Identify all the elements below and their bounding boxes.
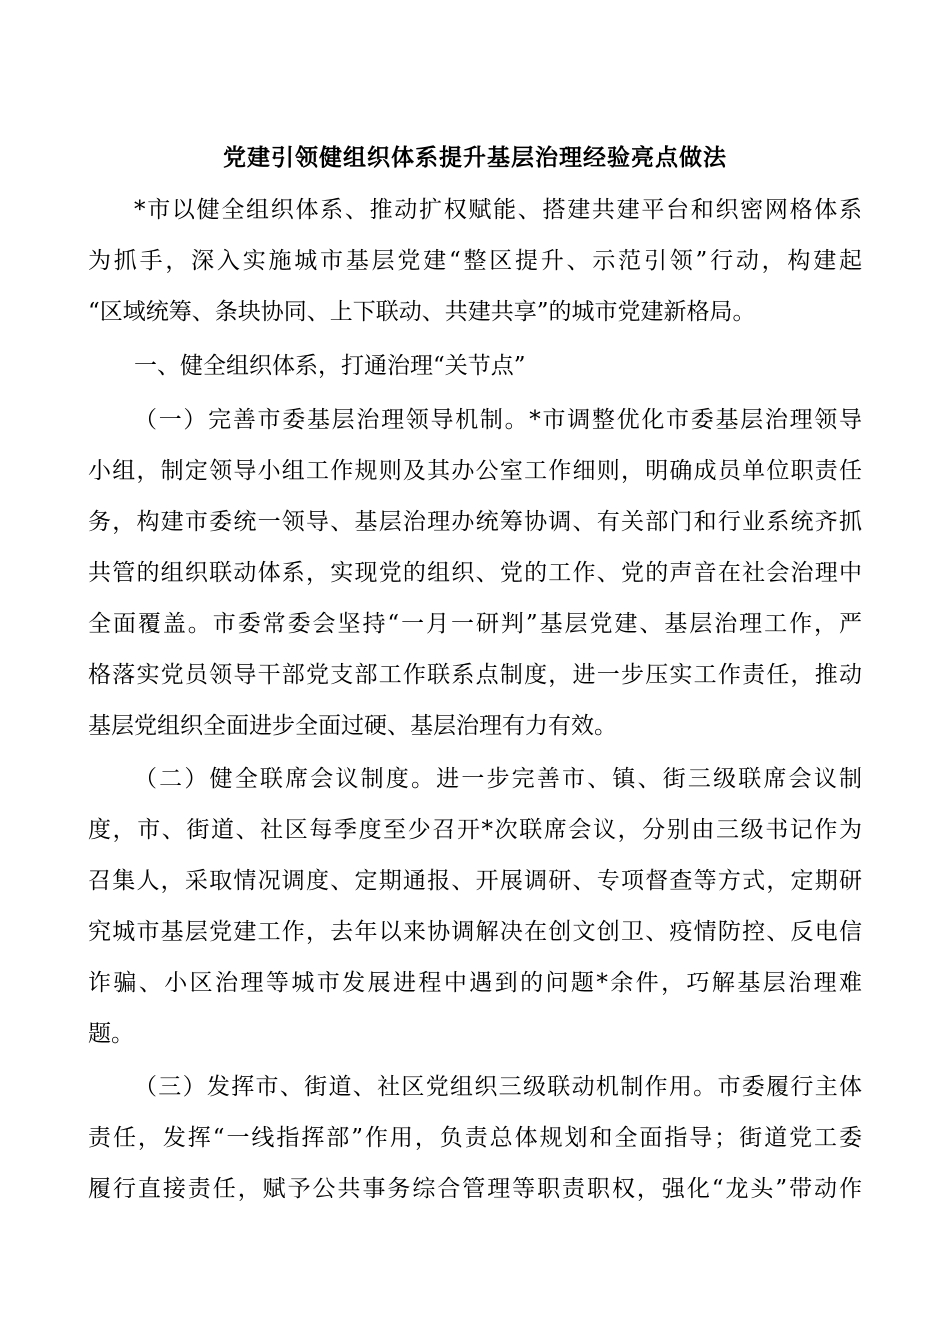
paragraph-line: 格落实党员领导干部党支部工作联系点制度，进一步压实工作责任，推动 <box>88 662 862 688</box>
paragraph-line: 履行直接责任，赋予公共事务综合管理等职责职权，强化“龙头”带动作 <box>88 1176 862 1202</box>
document-title: 党建引领健组织体系提升基层治理经验亮点做法 <box>223 144 727 171</box>
paragraph-line: 召集人，采取情况调度、定期通报、开展调研、专项督查等方式，定期研 <box>88 868 862 894</box>
section-heading: 一、健全组织体系，打通治理“关节点” <box>134 353 526 379</box>
paragraph-line: 度，市、街道、社区每季度至少召开*次联席会议，分别由三级书记作为 <box>88 817 862 843</box>
paragraph-line: （一）完善市委基层治理领导机制。*市调整优化市委基层治理领导 <box>134 407 862 433</box>
paragraph-line: “区域统筹、条块协同、上下联动、共建共享”的城市党建新格局。 <box>88 299 756 325</box>
paragraph-line: （三）发挥市、街道、社区党组织三级联动机制作用。市委履行主体 <box>134 1074 862 1100</box>
paragraph-line: 诈骗、小区治理等城市发展进程中遇到的问题*余件，巧解基层治理难 <box>88 970 862 996</box>
paragraph-line: 全面覆盖。市委常委会坚持“一月一研判”基层党建、基层治理工作，严 <box>88 611 862 637</box>
paragraph-line: 共管的组织联动体系，实现党的组织、党的工作、党的声音在社会治理中 <box>88 560 862 586</box>
paragraph-line: 基层党组织全面进步全面过硬、基层治理有力有效。 <box>88 713 617 739</box>
paragraph-line: *市以健全组织体系、推动扩权赋能、搭建共建平台和织密网格体系 <box>134 197 862 223</box>
paragraph-line: 为抓手，深入实施城市基层党建“整区提升、示范引领”行动，构建起 <box>88 248 862 274</box>
paragraph-line: （二）健全联席会议制度。进一步完善市、镇、街三级联席会议制 <box>134 766 862 792</box>
paragraph-line: 责任，发挥“一线指挥部”作用，负责总体规划和全面指导；街道党工委 <box>88 1125 862 1151</box>
paragraph-line: 究城市基层党建工作，去年以来协调解决在创文创卫、疫情防控、反电信 <box>88 919 862 945</box>
paragraph-line: 务，构建市委统一领导、基层治理办统筹协调、有关部门和行业系统齐抓 <box>88 509 862 535</box>
paragraph-line: 小组，制定领导小组工作规则及其办公室工作细则，明确成员单位职责任 <box>88 458 862 484</box>
paragraph-line: 题。 <box>88 1021 134 1047</box>
